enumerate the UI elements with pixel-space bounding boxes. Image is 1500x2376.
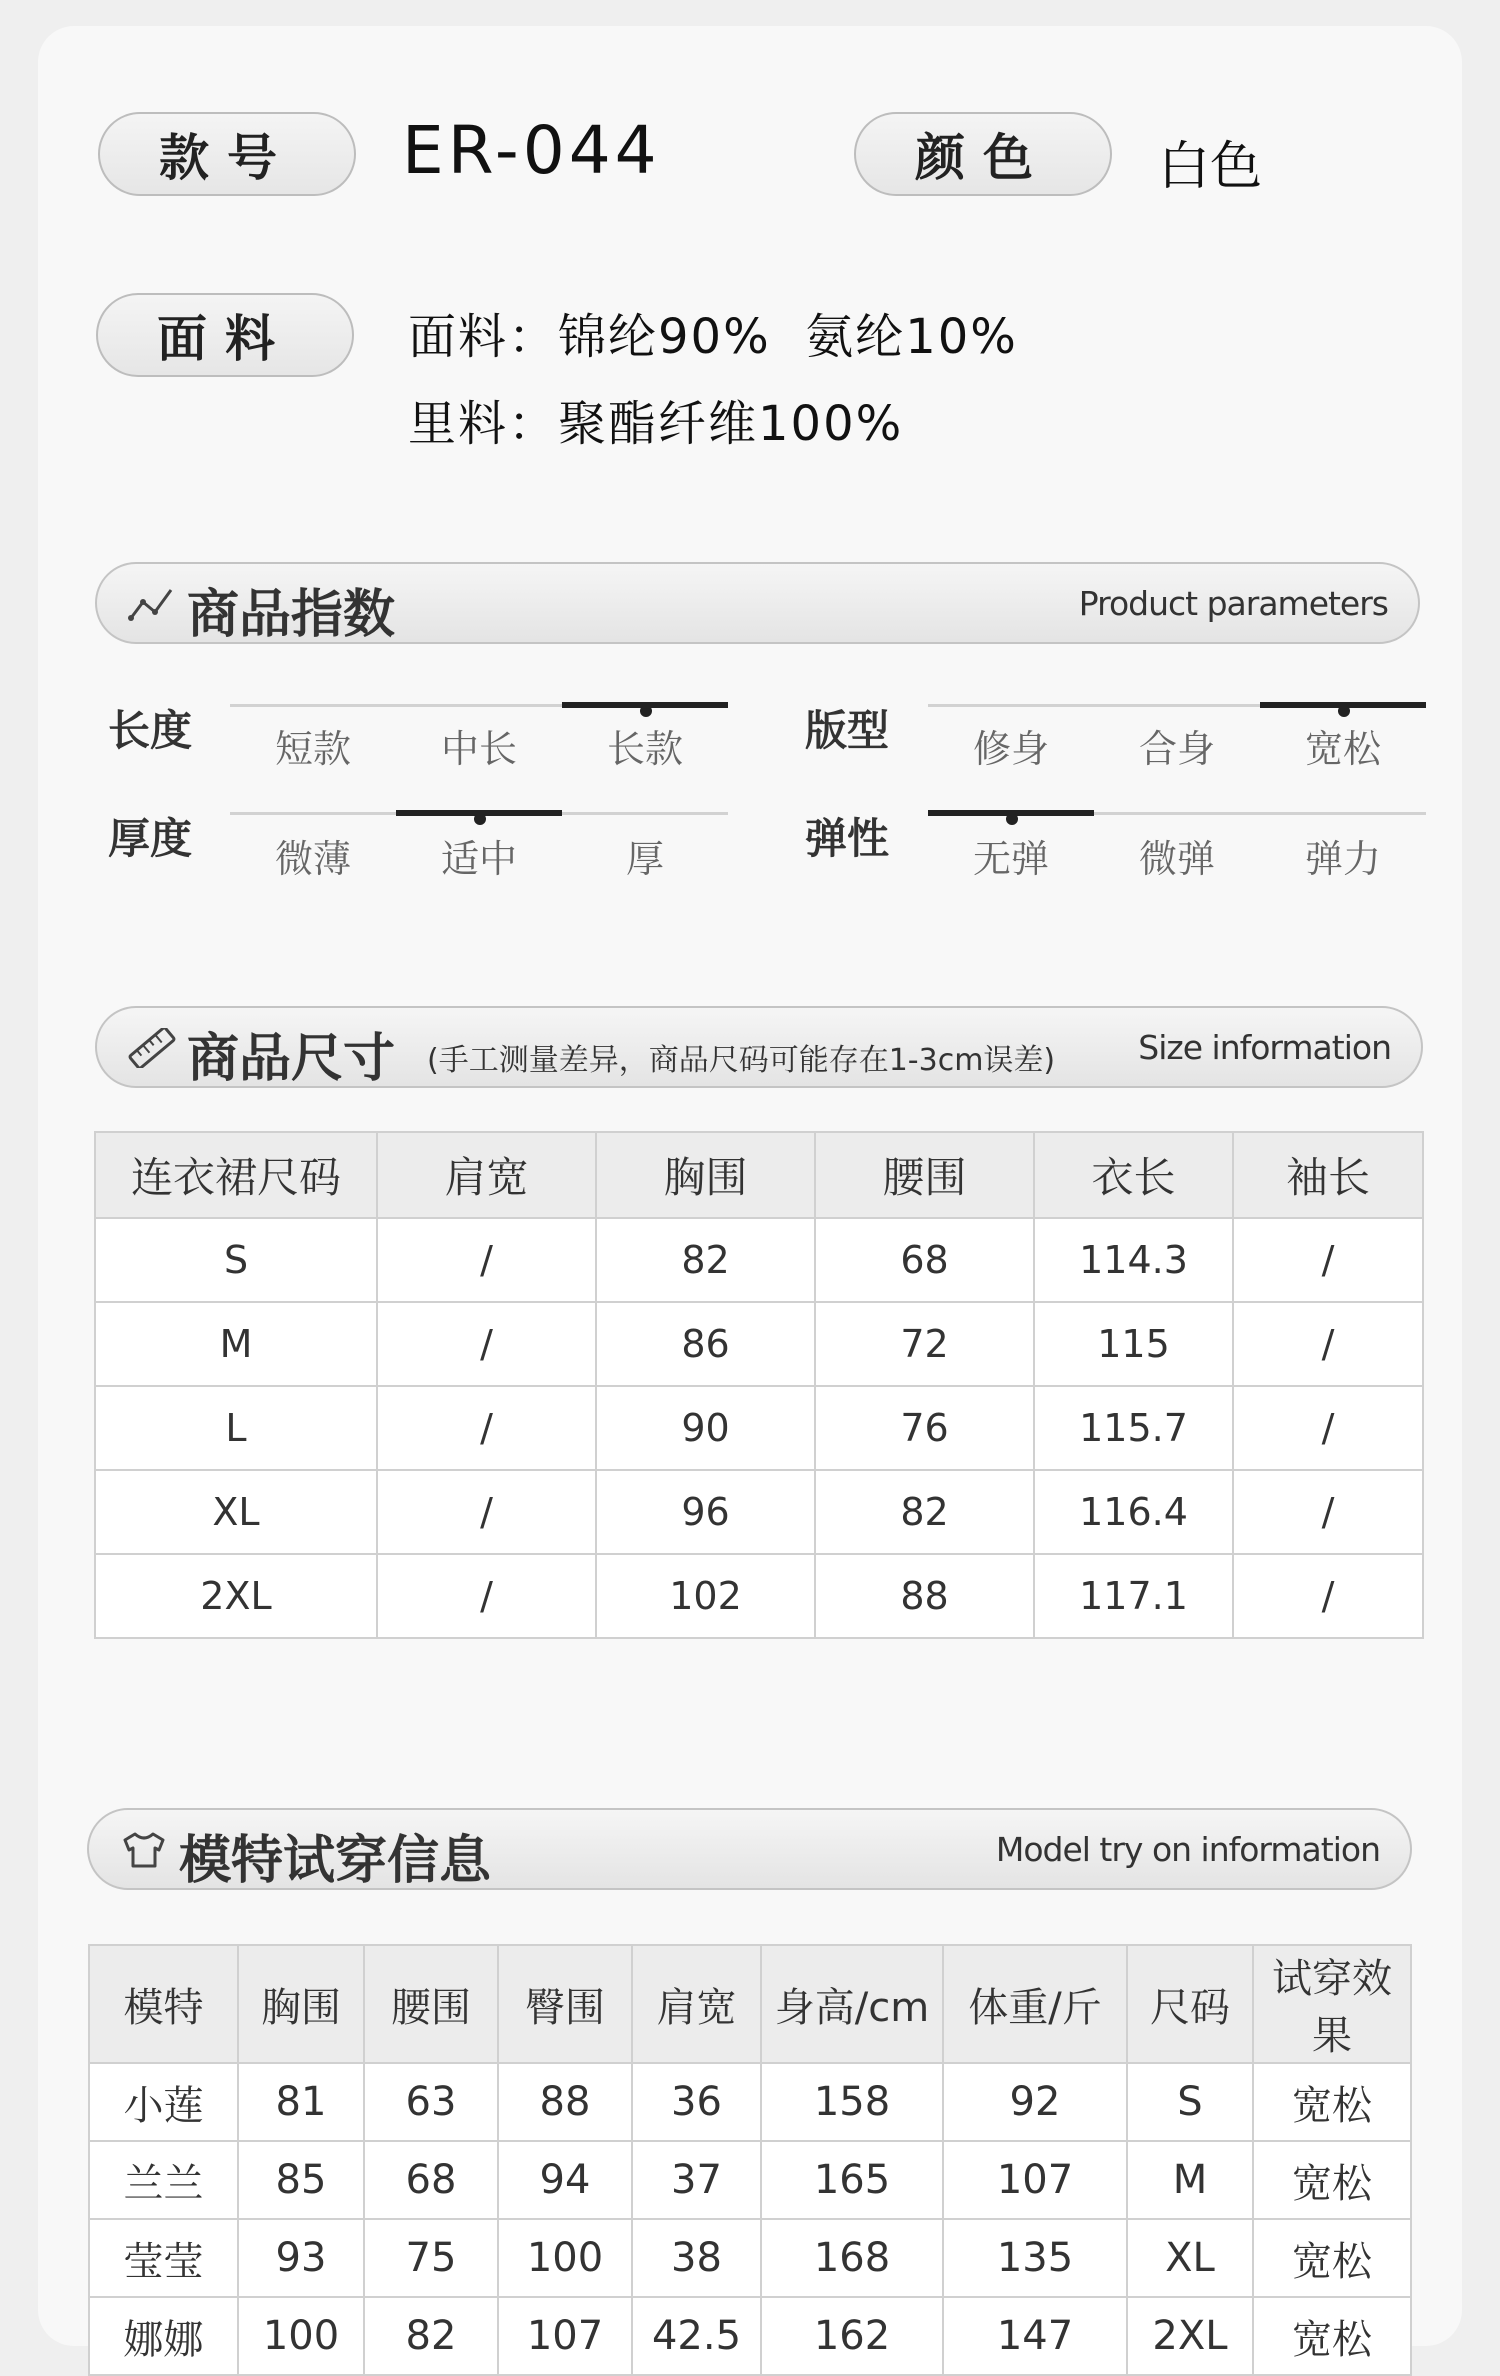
table-cell: / <box>1233 1554 1423 1638</box>
table-cell: / <box>377 1554 596 1638</box>
model-title: 模特试穿信息 <box>179 1831 492 1891</box>
table-cell: 宽松 <box>1253 2219 1411 2297</box>
table-cell: XL <box>1127 2219 1253 2297</box>
model-header <box>87 1808 1412 1890</box>
table-cell: 宽松 <box>1253 2063 1411 2141</box>
fabric-line-2: 里料：聚酯纤维100% <box>408 396 904 452</box>
table-cell: 85 <box>238 2141 364 2219</box>
table-row <box>89 2297 1411 2375</box>
table-cell: 117.1 <box>1034 1554 1233 1638</box>
color-value: 白色 <box>1158 137 1263 197</box>
param-option: 微弹 <box>1138 837 1215 881</box>
table-header-row <box>89 1945 1411 2063</box>
param-label-fit: 版型 <box>805 706 890 755</box>
param-label-elasticity: 弹性 <box>805 814 890 863</box>
table-cell: S <box>1127 2063 1253 2141</box>
style-number-pill: 款号 <box>98 112 356 196</box>
table-cell: 158 <box>761 2063 943 2141</box>
table-cell: 63 <box>364 2063 498 2141</box>
table-cell: 115.7 <box>1034 1386 1233 1470</box>
table-cell: 93 <box>238 2219 364 2297</box>
table-header-cell: 臀围 <box>498 1945 632 2063</box>
model-table <box>88 1944 1412 2376</box>
param-option: 短款 <box>274 727 351 771</box>
param-dot-length <box>640 705 652 717</box>
fabric-line-1: 面料：锦纶90% 氨纶10% <box>408 309 1018 365</box>
table-cell: 36 <box>632 2063 761 2141</box>
table-cell: 115 <box>1034 1302 1233 1386</box>
ruler-icon <box>127 1028 177 1068</box>
table-cell: 38 <box>632 2219 761 2297</box>
params-title-en: Product parameters <box>1078 584 1388 623</box>
table-cell: 2XL <box>1127 2297 1253 2375</box>
table-row <box>95 1470 1423 1554</box>
table-header-cell: 模特 <box>89 1945 238 2063</box>
param-option: 适中 <box>440 837 517 881</box>
table-cell: 162 <box>761 2297 943 2375</box>
table-header-cell: 肩宽 <box>632 1945 761 2063</box>
size-header <box>95 1006 1423 1088</box>
table-cell: 100 <box>238 2297 364 2375</box>
table-header-cell: 袖长 <box>1233 1132 1423 1218</box>
table-cell: 165 <box>761 2141 943 2219</box>
param-dot-thickness <box>474 813 486 825</box>
table-row <box>89 2219 1411 2297</box>
table-header-cell: 试穿效果 <box>1253 1945 1411 2063</box>
table-header-cell: 尺码 <box>1127 1945 1253 2063</box>
table-cell: 92 <box>943 2063 1127 2141</box>
table-cell: / <box>1233 1386 1423 1470</box>
table-cell: 107 <box>498 2297 632 2375</box>
table-cell: 小莲 <box>89 2063 238 2141</box>
table-cell: 88 <box>498 2063 632 2141</box>
table-cell: 135 <box>943 2219 1127 2297</box>
param-option: 微薄 <box>274 837 351 881</box>
param-option: 长款 <box>606 727 683 771</box>
params-title: 商品指数 <box>187 585 396 645</box>
table-header-cell: 胸围 <box>238 1945 364 2063</box>
table-cell: 82 <box>364 2297 498 2375</box>
table-cell: 娜娜 <box>89 2297 238 2375</box>
table-cell: 116.4 <box>1034 1470 1233 1554</box>
size-table <box>94 1131 1424 1639</box>
table-row <box>95 1386 1423 1470</box>
size-title-en: Size information <box>1138 1028 1391 1067</box>
table-cell: 82 <box>596 1218 815 1302</box>
table-header-cell: 衣长 <box>1034 1132 1233 1218</box>
param-option: 中长 <box>440 727 517 771</box>
table-row <box>95 1554 1423 1638</box>
table-header-cell: 体重/斤 <box>943 1945 1127 2063</box>
size-note: (手工测量差异，商品尺码可能存在1-3cm误差) <box>427 1043 1056 1078</box>
table-row <box>89 2063 1411 2141</box>
table-header-cell: 腰围 <box>364 1945 498 2063</box>
table-cell: 75 <box>364 2219 498 2297</box>
table-cell: 76 <box>815 1386 1034 1470</box>
size-title: 商品尺寸 <box>187 1029 396 1089</box>
table-cell: 宽松 <box>1253 2141 1411 2219</box>
param-option: 厚 <box>625 837 664 881</box>
table-cell: 宽松 <box>1253 2297 1411 2375</box>
table-header-cell: 连衣裙尺码 <box>95 1132 377 1218</box>
table-cell: 68 <box>815 1218 1034 1302</box>
table-cell: / <box>1233 1218 1423 1302</box>
param-label-thickness: 厚度 <box>108 814 193 863</box>
param-option: 弹力 <box>1304 837 1381 881</box>
table-cell: 72 <box>815 1302 1034 1386</box>
table-cell: 86 <box>596 1302 815 1386</box>
table-row <box>95 1218 1423 1302</box>
table-cell: 37 <box>632 2141 761 2219</box>
table-cell: 81 <box>238 2063 364 2141</box>
param-dot-elasticity <box>1006 813 1018 825</box>
table-cell: 2XL <box>95 1554 377 1638</box>
param-option: 无弹 <box>972 837 1049 881</box>
table-cell: 107 <box>943 2141 1127 2219</box>
table-cell: M <box>95 1302 377 1386</box>
table-cell: / <box>377 1470 596 1554</box>
table-cell: 兰兰 <box>89 2141 238 2219</box>
table-cell: M <box>1127 2141 1253 2219</box>
shirt-icon <box>119 1830 169 1870</box>
param-label-length: 长度 <box>108 706 193 755</box>
table-header-row <box>95 1132 1423 1218</box>
table-cell: / <box>377 1302 596 1386</box>
table-cell: 100 <box>498 2219 632 2297</box>
table-cell: 莹莹 <box>89 2219 238 2297</box>
table-cell: XL <box>95 1470 377 1554</box>
params-header <box>95 562 1420 644</box>
table-header-cell: 胸围 <box>596 1132 815 1218</box>
table-row <box>89 2141 1411 2219</box>
table-cell: 114.3 <box>1034 1218 1233 1302</box>
table-cell: / <box>377 1386 596 1470</box>
table-cell: 88 <box>815 1554 1034 1638</box>
table-cell: 168 <box>761 2219 943 2297</box>
table-cell: 82 <box>815 1470 1034 1554</box>
table-cell: 42.5 <box>632 2297 761 2375</box>
table-cell: / <box>1233 1470 1423 1554</box>
param-dot-fit <box>1338 705 1350 717</box>
param-option: 宽松 <box>1304 727 1381 771</box>
table-header-cell: 身高/cm <box>761 1945 943 2063</box>
table-cell: S <box>95 1218 377 1302</box>
table-cell: 102 <box>596 1554 815 1638</box>
fabric-pill: 面料 <box>96 293 354 377</box>
table-cell: / <box>377 1218 596 1302</box>
param-option: 合身 <box>1138 727 1215 771</box>
table-row <box>95 1302 1423 1386</box>
color-pill: 颜色 <box>854 112 1112 196</box>
table-header-cell: 肩宽 <box>377 1132 596 1218</box>
trend-line-icon <box>127 584 177 624</box>
table-header-cell: 腰围 <box>815 1132 1034 1218</box>
table-cell: 94 <box>498 2141 632 2219</box>
model-title-en: Model try on information <box>995 1830 1380 1869</box>
table-cell: 147 <box>943 2297 1127 2375</box>
table-cell: 90 <box>596 1386 815 1470</box>
style-number-value: ER-044 <box>402 112 661 189</box>
table-cell: 96 <box>596 1470 815 1554</box>
table-cell: / <box>1233 1302 1423 1386</box>
table-cell: L <box>95 1386 377 1470</box>
param-option: 修身 <box>972 727 1049 771</box>
table-cell: 68 <box>364 2141 498 2219</box>
